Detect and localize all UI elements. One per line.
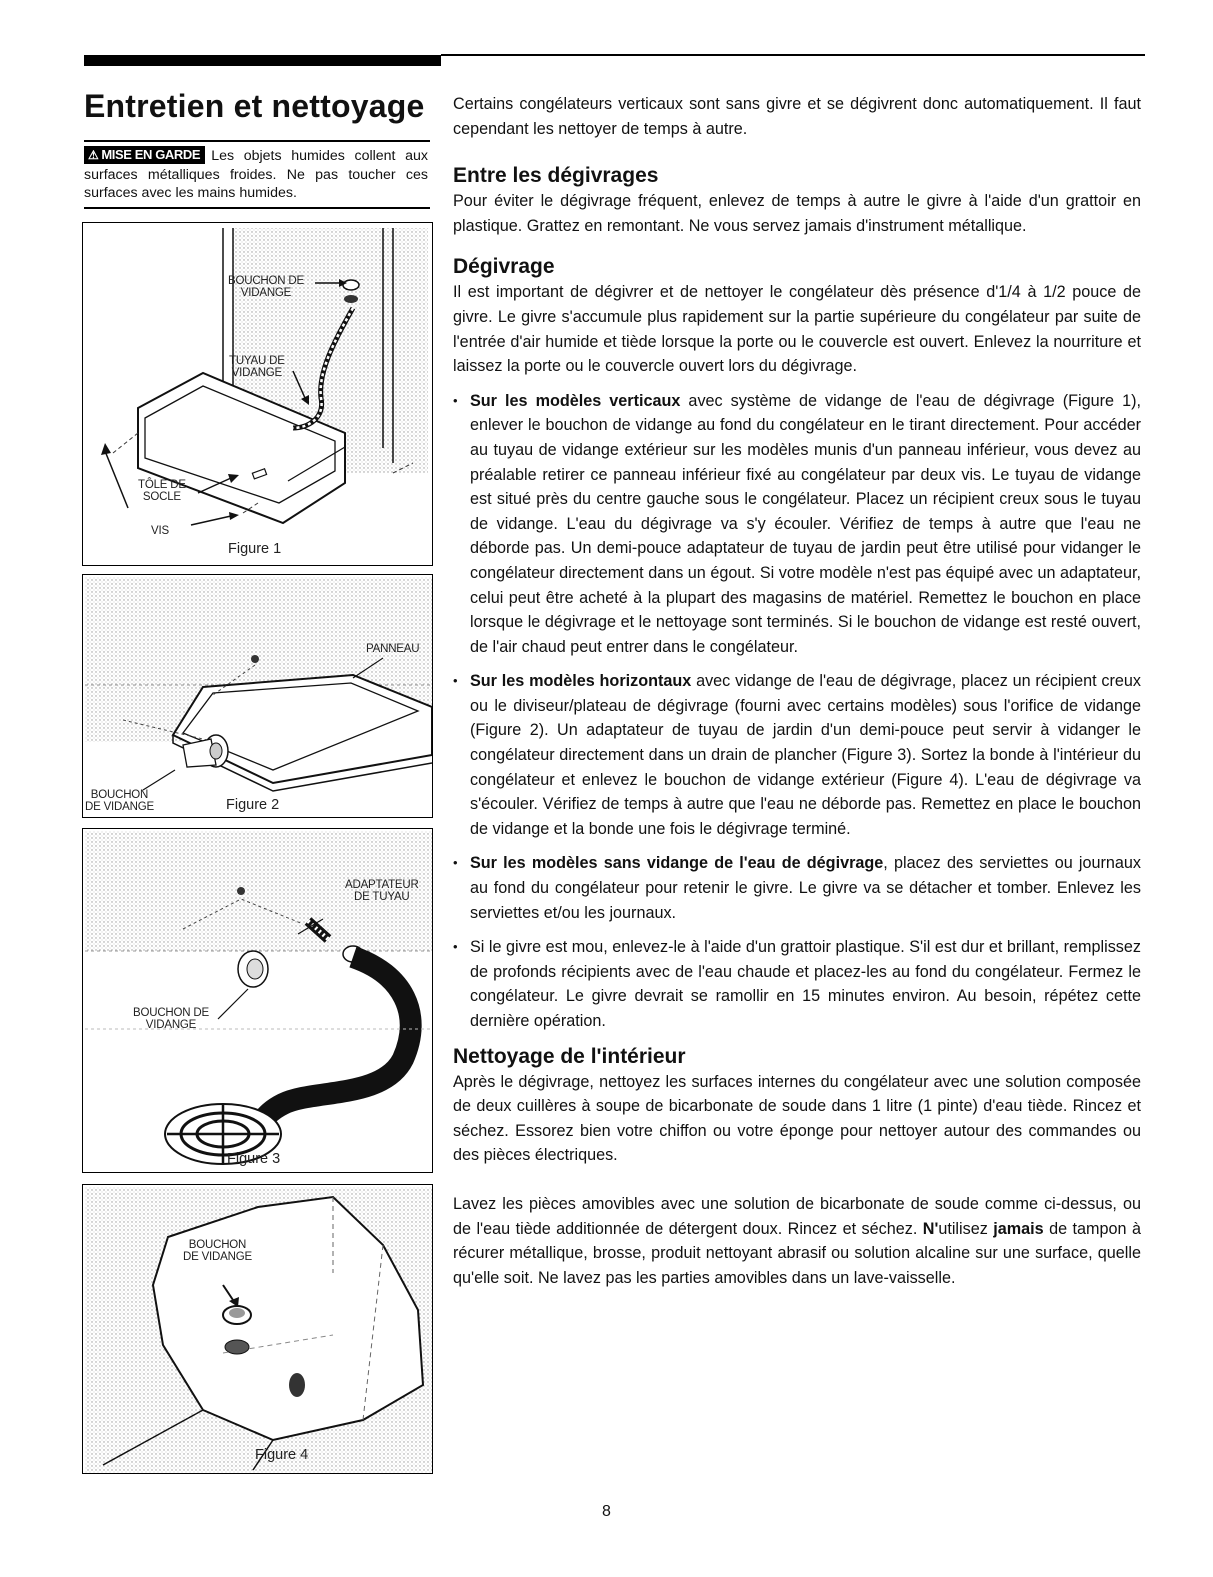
- header-rule-thin: [441, 54, 1145, 56]
- section-1-paragraph: Pour éviter le dégivrage fréquent, enlevez de temps à autre le givre à l'aide d'un grattoir en plastique. Grattez en remontant. Ne vous servez jamais d'instrument métallique.: [453, 192, 1141, 235]
- list-item-lead: Sur les modèles horizontaux: [470, 672, 692, 691]
- warning-triangle-icon: ⚠: [88, 148, 99, 162]
- figure-3-label-adaptateur: ADAPTATEUR DE TUYAU: [345, 879, 419, 903]
- figure-2: [82, 574, 433, 818]
- section-heading-entre-degivrages: Entre les dégivrages: [453, 164, 659, 188]
- page-number: 8: [602, 1503, 611, 1520]
- list-item: [453, 669, 1141, 841]
- section-heading-nettoyage-interieur: Nettoyage de l'intérieur: [453, 1044, 686, 1068]
- list-item-text: avec vidange de l'eau de dégivrage, placez un récipient creux ou le diviseur/plateau de dégivrage (fourni avec certains modèles) sous l'orifice de vidange (Figure 2). Un adaptateur de tuyau de jardin d'un demi-pouce peut servir à vidanger le congélateur directement dans un drain de plancher (Figure 3). Sortez la bonde à l'intérieur du congélateur et enlevez le bouchon de vidange extérieur (Figure 4). L'eau de dégivrage va s'écouler. Vérifiez de temps à autre que l'eau ne déborde pas. Remettez en place le bouchon de vidange et la bonde une fois le dégivrage terminé.: [470, 672, 1141, 838]
- figure-3: [82, 828, 433, 1173]
- warning-box: [84, 140, 430, 209]
- section-3-paragraph-2: Lavez les pièces amovibles avec une solution de bicarbonate de soude comme ci-dessus, ou de l'eau tiède additionnée de détergent doux. Rincez et séchez. N'utilisez jamais de tampon à récurer métallique, brosse, produit nettoyant abrasif ou solution alcaline sur une surface, quelle qu'elle soit. Ne lavez pas les parties amovibles dans un lave-vaisselle.: [453, 1194, 1141, 1287]
- warning-text: Les objets humides collent aux surfaces métalliques froides. Ne pas toucher ces surfaces avec les mains humides.: [84, 148, 428, 201]
- main-text-column: [453, 92, 1141, 1290]
- figure-3-caption: Figure 3: [227, 1151, 281, 1167]
- figure-2-label-bouchon: BOUCHON DE VIDANGE: [85, 789, 154, 813]
- list-item-text: avec système de vidange de l'eau de dégivrage (Figure 1), enlever le bouchon de vidange au fond du congélateur en le tirant directement. Pour accéder au tuyau de vidange extérieur sur les modèles munis d'un panneau inférieur, vous devez au préalable retirer ce panneau inférieur fixé au congélateur par deux vis. Le tuyau de vidange est situé près du centre gauche sous le congélateur. Placez un récipient creux sous le tuyau de vidange. L'eau du dégivrage va s'y écouler. Vérifiez de temps à autre que l'eau ne déborde pas. Un demi-pouce adaptateur de tuyau de jardin peut être utilisé pour vidanger le congélateur directement dans un égout. Si votre modèle n'est pas équipé avec un adaptateur, celui peut être acheté à la plupart des magasins de matériel. Remettez le bouchon en place lorsque le dégivrage et le nettoyage sont terminés. Si le bouchon de vidange est resté ouvert, de l'air chaud peut entrer dans le congélateur.: [470, 391, 1141, 656]
- list-item-lead: Sur les modèles verticaux: [470, 391, 681, 410]
- figure-1-label-tuyau: TUYAU DE VIDANGE: [229, 355, 285, 379]
- intro-paragraph: Certains congélateurs verticaux sont sans givre et se dégivrent donc automatiquement. Il faut cependant les nettoyer de temps à autre.: [453, 95, 1141, 138]
- figure-2-label-panneau: PANNEAU: [366, 643, 420, 655]
- list-item: [453, 851, 1141, 925]
- warning-badge: [84, 146, 205, 164]
- figure-2-caption: Figure 2: [226, 797, 280, 813]
- figure-2-drawing: [83, 575, 433, 818]
- figure-4-drawing: [83, 1185, 433, 1474]
- figure-1-caption: Figure 1: [228, 541, 282, 557]
- section-2-paragraph: Il est important de dégivrer et de nettoyer le congélateur dès présence d'1/4 à 1/2 pouce de givre. Le givre s'accumule plus rapidement sur la partie supérieure du congélateur par suite de l'entrée d'air humide et tiède lorsque la porte ou le couvercle est ouvert. Enlevez la nourriture et laissez la porte ou le couvercle ouvert lors du dégivrage.: [453, 283, 1141, 376]
- section-heading-degivrage: Dégivrage: [453, 255, 555, 279]
- header-rule-thick: [84, 55, 441, 66]
- figure-1: [82, 222, 433, 566]
- figure-3-label-bouchon: BOUCHON DE VIDANGE: [133, 1007, 209, 1031]
- figure-1-label-bouchon: BOUCHON DE VIDANGE: [228, 275, 304, 299]
- defrost-instructions-list: [453, 389, 1141, 1034]
- list-item-text: , placez des serviettes ou journaux au fond du congélateur pour retenir le givre. Le givre va se détacher et tomber. Enlevez les serviettes et/ou les journaux.: [470, 854, 1142, 922]
- figure-4-caption: Figure 4: [255, 1447, 309, 1463]
- page-title: Entretien et nettoyage: [84, 88, 425, 124]
- list-item-lead: Sur les modèles sans vidange de l'eau de dégivrage: [470, 854, 884, 873]
- figure-1-label-vis: VIS: [151, 525, 169, 537]
- figure-1-label-tole: TÔLE DE SOCLE: [138, 479, 186, 503]
- warning-badge-label: MISE EN GARDE: [101, 147, 201, 162]
- figure-4-label-bouchon: BOUCHON DE VIDANGE: [183, 1239, 252, 1263]
- list-item-text: Si le givre est mou, enlevez-le à l'aide d'un grattoir plastique. S'il est dur et brillant, remplissez de profonds récipients avec de l'eau chaude et placez-les au fond du congélateur. Fermez le congélateur. Le givre devrait se ramollir en 15 minutes environ. Au besoin, répétez cette dernière opération.: [470, 938, 1141, 1030]
- list-item: [453, 389, 1141, 660]
- section-3-paragraph-1: Après le dégivrage, nettoyez les surfaces internes du congélateur avec une solution composée de deux cuillères à soupe de bicarbonate de soude dans 1 litre (1 pinte) d'eau tiède. Rincez et séchez. Essorez bien votre chiffon ou votre éponge pour nettoyer autour des commandes ou des pièces électriques.: [453, 1072, 1141, 1165]
- figure-4: [82, 1184, 433, 1474]
- list-item: [453, 935, 1141, 1033]
